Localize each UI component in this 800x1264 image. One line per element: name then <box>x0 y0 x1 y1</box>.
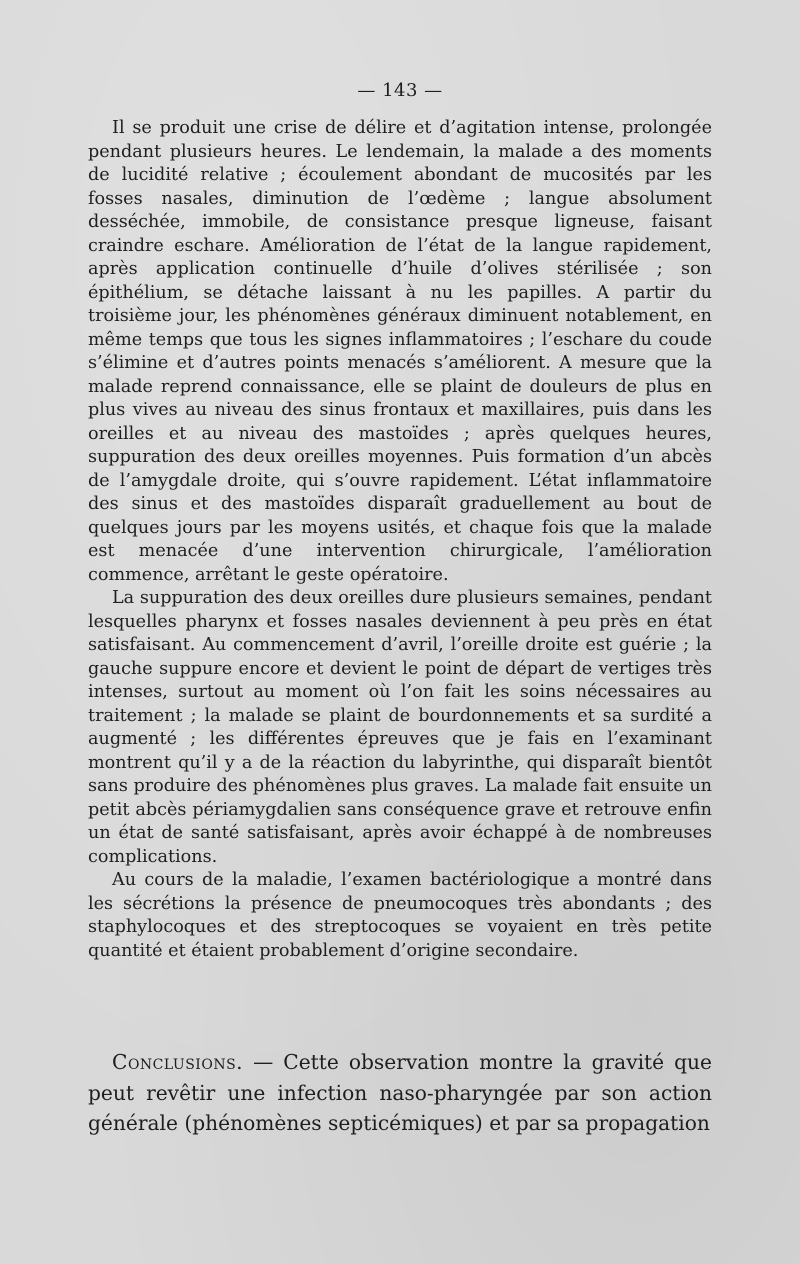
paragraph-2: La suppuration des deux oreilles dure plusieurs semaines, pendant lesquelles pharynx et fosses nasales deviennent à peu près en état satisfaisant. Au commencement d’avril, l’oreille droite est guérie ; la gauche suppure encore et devient le point de départ de vertiges très intenses, surtout au moment où l’on fait les soins nécessaires au traitement ; la malade se plaint de bourdonnements et sa surdité a augmenté ; les différentes épreuves que je fais en l’examinant montrent qu’il y a de la réaction du labyrinthe, qui disparaît bientôt sans produire des phénomènes plus graves. La malade fait ensuite un petit abcès périamygdalien sans conséquence grave et retrouve enfin un état de santé satisfaisant, après avoir échappé à de nombreuses complications. <box>88 588 712 867</box>
conclusions-text: — Cette observation montre la gravité que peut revêtir une infection naso-pharyngée par son action générale (phénomènes septicémiques) et par sa propagation <box>88 1050 712 1135</box>
observation-text <box>88 117 712 963</box>
conclusions-paragraph <box>88 1047 712 1139</box>
conclusions-heading: Conclusions. <box>112 1050 244 1074</box>
paragraph-1: Il se produit une crise de délire et d’agitation intense, prolongée pendant plusieurs heures. Le lendemain, la malade a des moments de lucidité relative ; écoulement abondant de mucosités par les fosses nasales, diminution de l’œdème ; langue absolument desséchée, immobile, de consistance presque ligneuse, faisant craindre eschare. Amélioration de l’état de la langue rapidement, après application continuelle d’huile d’olives stérilisée ; son épithélium, se détache laissant à nu les papilles. A partir du troisième jour, les phénomènes généraux diminuent notablement, en même temps que tous les signes inflammatoires ; l’eschare du coude s’élimine et d’autres points menacés s’améliorent. A mesure que la malade reprend connaissance, elle se plaint de douleurs de plus en plus vives au niveau des sinus frontaux et maxillaires, puis dans les oreilles et au niveau des mastoïdes ; après quelques heures, suppuration des deux oreilles moyennes. Puis formation d’un abcès de l’amygdale droite, qui s’ouvre rapidement. L’état inflammatoire des sinus et des mastoïdes disparaît graduellement au bout de quelques jours par les moyens usités, et chaque fois que la malade est menacée d’une intervention chirurgicale, l’amélioration commence, arrêtant le geste opératoire. <box>88 118 712 585</box>
page-number: — 143 — <box>357 80 443 101</box>
paragraph-3: Au cours de la maladie, l’examen bactériologique a montré dans les sécrétions la présence de pneumocoques très abondants ; des staphylocoques et des streptocoques se voyaient en très petite quantité et étaient probablement d’origine secondaire. <box>88 870 712 961</box>
